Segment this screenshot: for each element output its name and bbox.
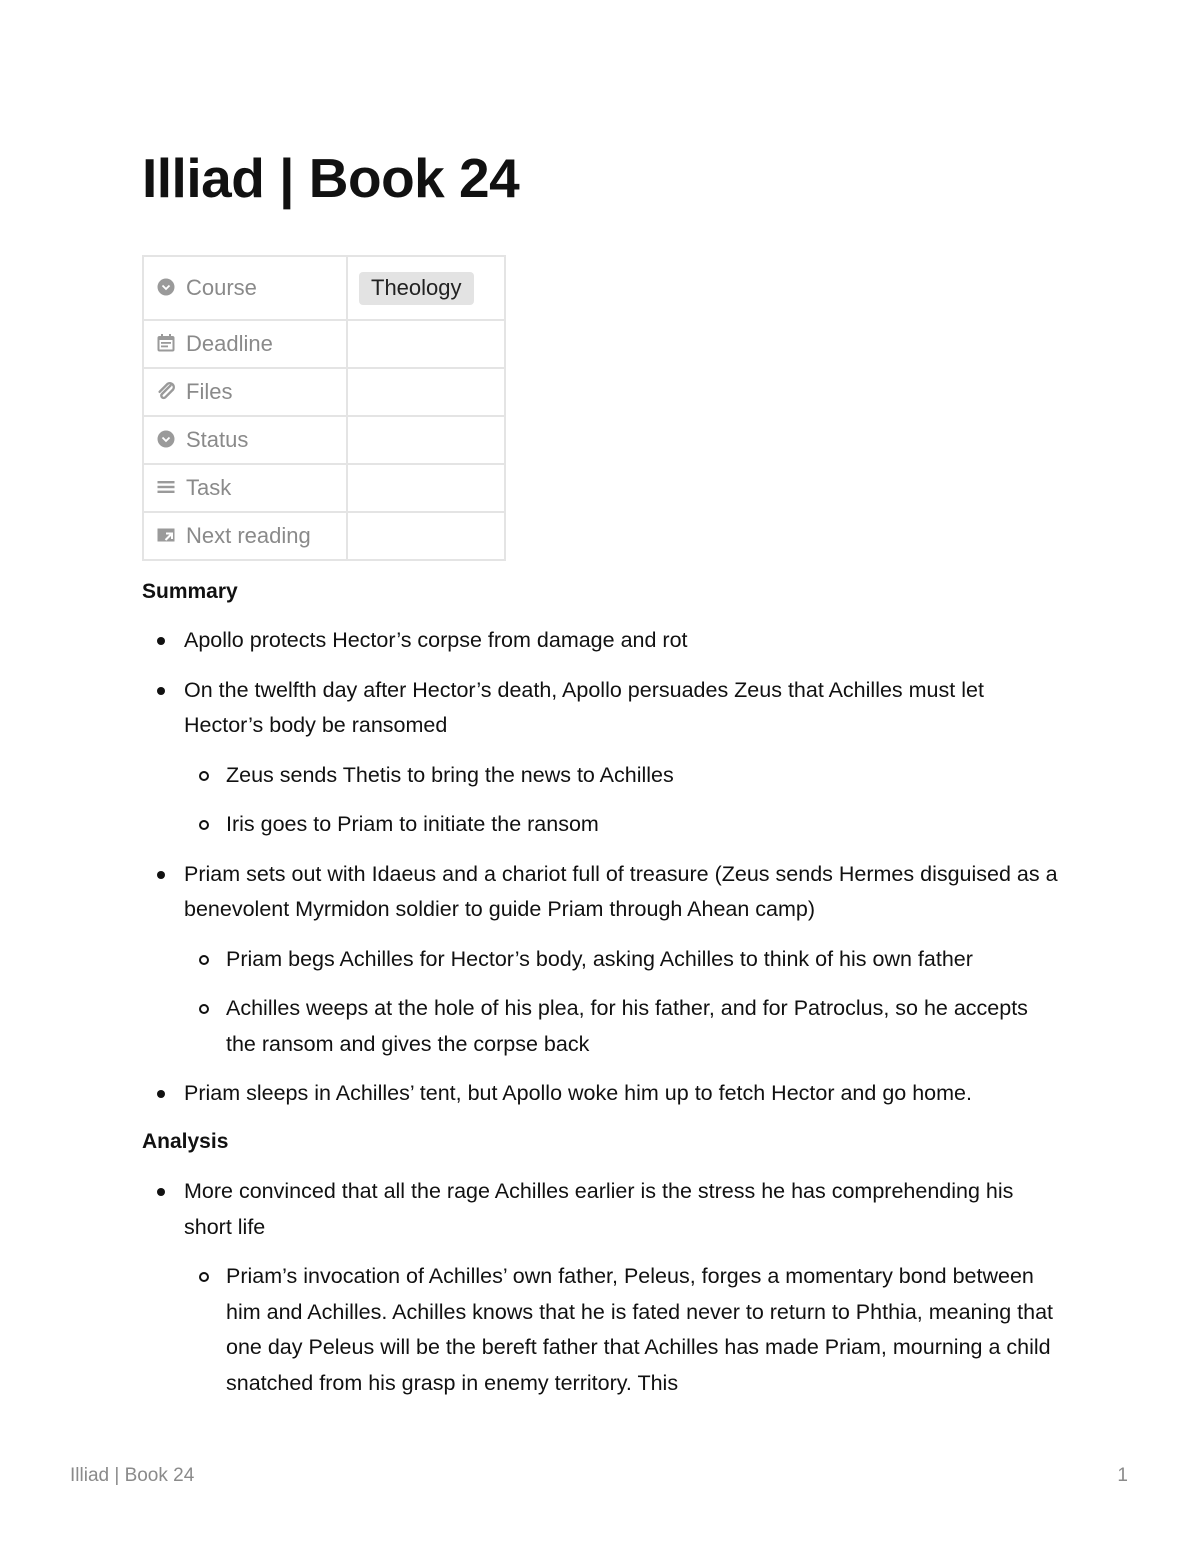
property-value-cell[interactable] [347,256,505,320]
property-name-cell [143,464,347,512]
page-title: Illiad | Book 24 [142,147,520,209]
list-item [142,758,1062,794]
list-item [142,942,1062,978]
property-label: Next reading [186,523,311,549]
list-item [142,1259,1062,1401]
list-item-text: Priam’s invocation of Achilles’ own father, Peleus, forges a momentary bond between him and Achilles. Achilles knows that he is fated never to return to Phthia, meaning that one day Peleus will be the bereft father that Achilles has made Priam, mourning a child snatched from his grasp in enemy territory. This [226,1264,1054,1395]
relation-arrow-icon [156,525,176,545]
property-row-task [143,464,505,512]
property-value-cell[interactable] [347,512,505,560]
select-circle-icon [156,429,176,449]
list-item [142,673,1062,744]
property-value-cell[interactable] [347,368,505,416]
summary-list [142,623,1062,1126]
list-item-text: More convinced that all the rage Achilles earlier is the stress he has comprehending his short life [184,1179,1014,1239]
text-lines-icon [156,477,176,497]
list-item-text: Iris goes to Priam to initiate the ransom [226,812,599,836]
summary-heading: Summary [142,580,238,603]
list-item-text: Priam sleeps in Achilles’ tent, but Apollo woke him up to fetch Hector and go home. [184,1081,972,1105]
property-value-cell[interactable] [347,464,505,512]
analysis-list [142,1174,1062,1415]
bullet-dot-icon [157,687,165,695]
property-name-cell [143,416,347,464]
bullet-dot-icon [157,1188,165,1196]
property-row-next-reading [143,512,505,560]
list-item [142,991,1062,1062]
bullet-dot-icon [157,871,165,879]
analysis-heading: Analysis [142,1130,229,1153]
property-value-cell[interactable] [347,416,505,464]
property-row-status [143,416,505,464]
bullet-ring-icon [199,820,209,830]
bullet-ring-icon [199,955,209,965]
bullet-ring-icon [199,1272,209,1282]
footer-title: Illiad | Book 24 [70,1465,195,1486]
list-item-text: Zeus sends Thetis to bring the news to Achilles [226,762,674,787]
property-name-cell [143,512,347,560]
bullet-dot-icon [157,1090,165,1098]
list-item [142,1174,1062,1245]
property-label: Course [186,275,257,301]
bullet-ring-icon [199,771,209,781]
list-item-text: Priam sets out with Idaeus and a chariot full of treasure (Zeus sends Hermes disguised as a benevolent Myrmidon soldier to guide Priam through Ahean camp) [184,861,1058,921]
footer-page-number: 1 [1117,1465,1128,1486]
list-item [142,807,1062,843]
list-item [142,857,1062,928]
property-label: Task [186,475,232,501]
properties-table [142,255,506,561]
property-row-course [143,256,505,320]
course-tag[interactable]: Theology [359,272,474,305]
property-value-cell[interactable] [347,320,505,368]
list-item-text: Priam begs Achilles for Hector’s body, asking Achilles to think of his own father [226,946,973,971]
bullet-dot-icon [157,637,165,645]
list-item-text: Achilles weeps at the hole of his plea, for his father, and for Patroclus, so he accepts the ransom and gives the corpse back [226,996,1028,1056]
property-row-deadline [143,320,505,368]
select-circle-icon [156,277,176,297]
property-label: Files [186,379,233,405]
property-name-cell [143,320,347,368]
property-name-cell [143,256,347,320]
property-label: Status [186,427,249,453]
calendar-icon [156,333,176,353]
property-name-cell [143,368,347,416]
paperclip-icon [156,381,176,401]
list-item [142,1076,1062,1112]
property-label: Deadline [186,331,273,357]
list-item-text: On the twelfth day after Hector’s death, Apollo persuades Zeus that Achilles must let Hector’s body be ransomed [184,677,984,737]
list-item-text: Apollo protects Hector’s corpse from damage and rot [184,628,688,652]
bullet-ring-icon [199,1004,209,1014]
property-row-files [143,368,505,416]
list-item [142,623,1062,659]
